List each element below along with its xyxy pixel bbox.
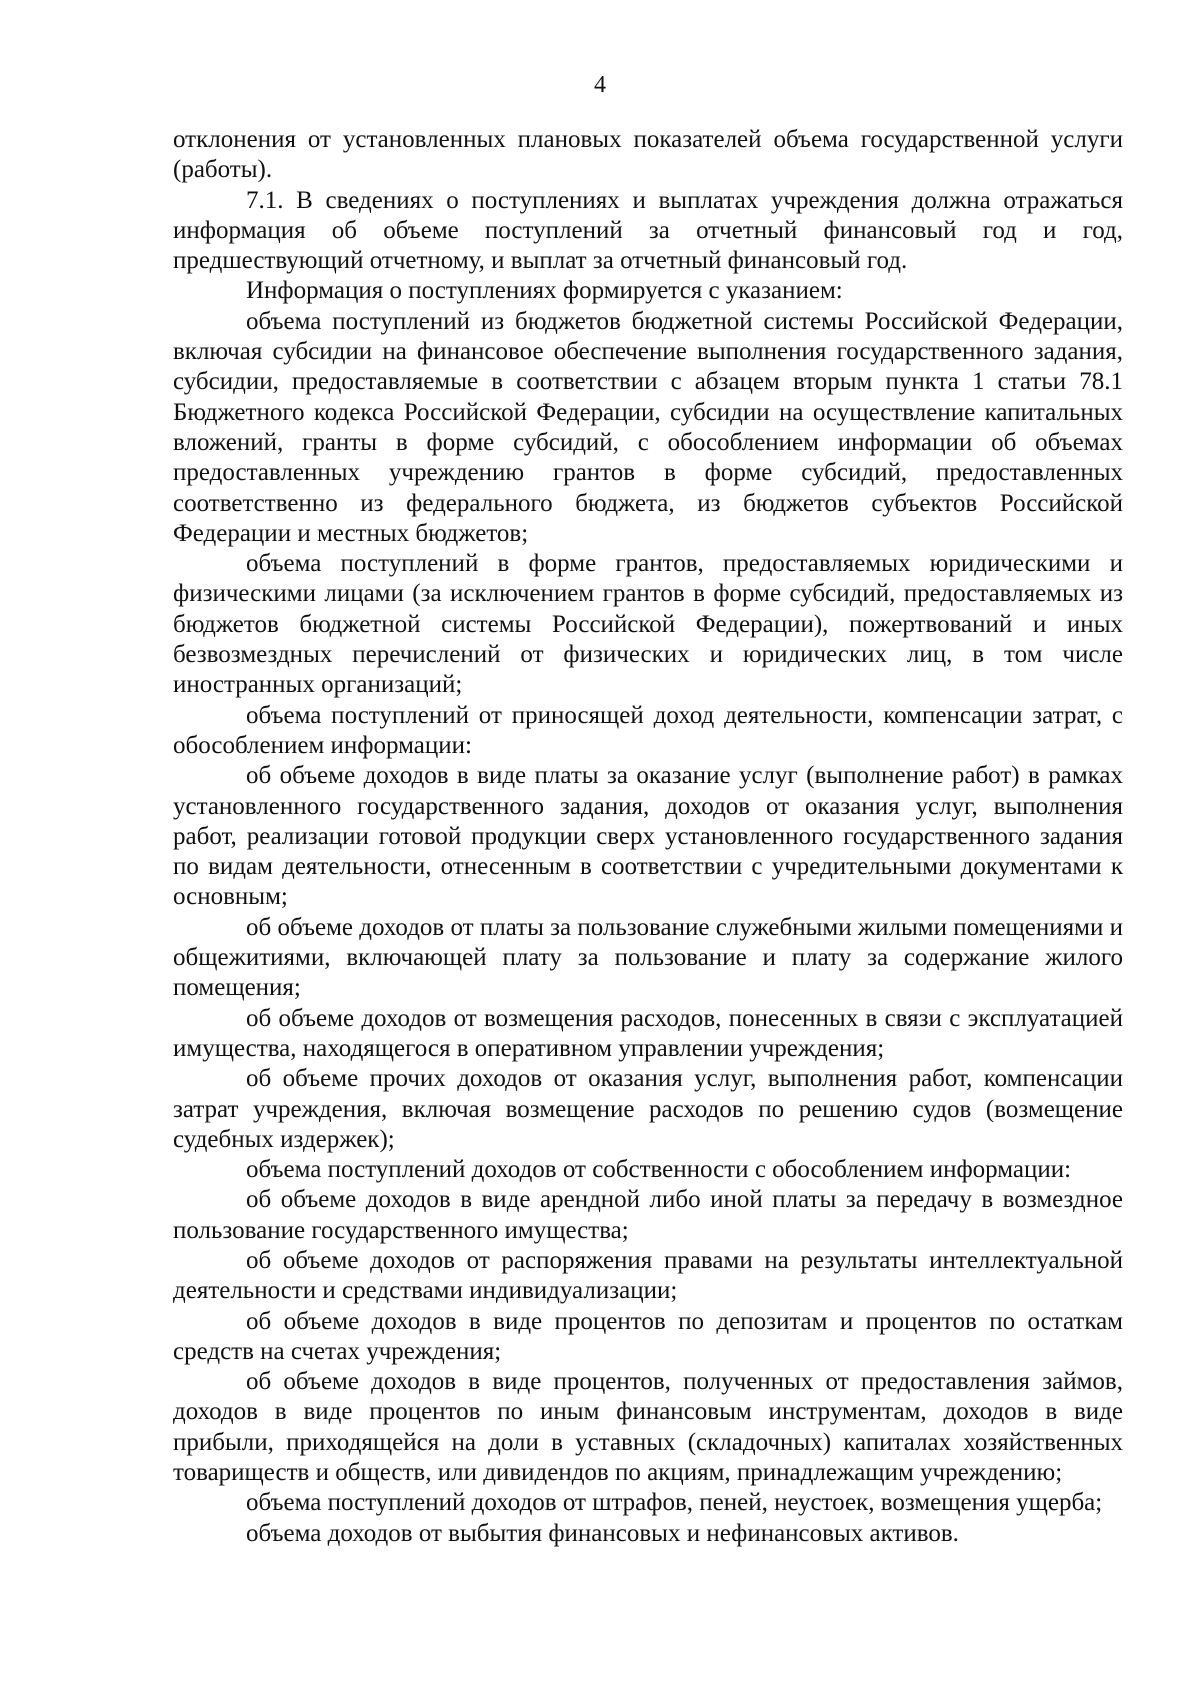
paragraph-income-activity: объема поступлений от приносящей доход деятельности, компенсации затрат, с обособлением информации:: [173, 701, 1123, 759]
paragraph-service-fees: об объеме доходов в виде платы за оказание услуг (выполнение работ) в рамках установленного государственного задания, доходов от оказания услуг, выполнения работ, реализации готовой продукции сверх установленного государственного задания по видам деятельности, отнесенным в соответствии с учредительными документами к основным;: [173, 762, 1123, 911]
paragraph-other-income: об объеме прочих доходов от оказания услуг, выполнения работ, компенсации затрат учреждения, включая возмещение расходов по решению судов (возмещение судебных издержек);: [173, 1065, 1123, 1153]
paragraph-expense-reimbursement: об объеме доходов от возмещения расходов, понесенных в связи с эксплуатацией имущества, находящегося в оперативном управлении учреждения;: [173, 1004, 1123, 1062]
paragraph-property-income: объема поступлений доходов от собственности с обособлением информации:: [246, 1156, 1072, 1184]
paragraph-ip-rights-income: об объеме доходов от распоряжения правами на результаты интеллектуальной деятельности и средствами индивидуализации;: [173, 1246, 1123, 1305]
paragraph-loan-interest: об объеме доходов в виде процентов, полученных от предоставления займов, доходов в виде процентов по иным финансовым инструментам, доходов в виде прибыли, приходящейся на доли в уставных (складочных) капиталах хозяйственных товариществ и обществ, или дивидендов по акциям, принадлежащим учреждению;: [173, 1368, 1123, 1487]
paragraph-fines-income: объема поступлений доходов от штрафов, пеней, неустоек, возмещения ущерба;: [246, 1489, 1103, 1517]
paragraph-housing-fees: об объеме доходов от платы за пользование служебными жилыми помещениями и общежитиями, включающей плату за пользование и плату за содержание жилого помещения;: [173, 913, 1123, 1002]
paragraph-receipts-intro: Информация о поступлениях формируется с указанием:: [246, 277, 843, 305]
paragraph-section-7-1: 7.1. В сведениях о поступлениях и выплатах учреждения должна отражаться информация об объеме поступлений за отчетный финансовый год и год, предшествующий отчетному, и выплат за отчетный финансовый год.: [173, 186, 1123, 275]
paragraph-rent-income: об объеме доходов в виде арендной либо иной платы за передачу в возмездное пользование государственного имущества;: [173, 1186, 1123, 1244]
paragraph-budget-receipts: объема поступлений из бюджетов бюджетной системы Российской Федерации, включая субсидии на финансовое обеспечение выполнения государственного задания, субсидии, предоставляемые в соответствии с абзацем вторым пункта 1 статьи 78.1 Бюджетного кодекса Российской Федерации, субсидии на осуществление капитальных вложений, гранты в форме субсидий, с обособлением информации об объемах предоставленных учреждению грантов в форме субсидий, предоставленных соответственно из федерального бюджета, из бюджетов субъектов Российской Федерации и местных бюджетов;: [173, 307, 1123, 547]
document-body: [173, 125, 1123, 1549]
paragraph-asset-disposal: объема доходов от выбытия финансовых и нефинансовых активов.: [246, 1519, 959, 1547]
page-number: 4: [594, 72, 606, 98]
paragraph-continuation: отклонения от установленных плановых показателей объема государственной услуги (работы).: [173, 126, 1123, 184]
paragraph-deposit-interest: об объеме доходов в виде процентов по депозитам и процентов по остаткам средств на счетах учреждения;: [173, 1307, 1123, 1365]
paragraph-grant-receipts: объема поступлений в форме грантов, предоставляемых юридическими и физическими лицами (за исключением грантов в форме субсидий, предоставляемых из бюджетов бюджетной системы Российской Федерации), пожертвований и иных безвозмездных перечислений от физических и юридических лиц, в том числе иностранных организаций;: [173, 550, 1123, 699]
